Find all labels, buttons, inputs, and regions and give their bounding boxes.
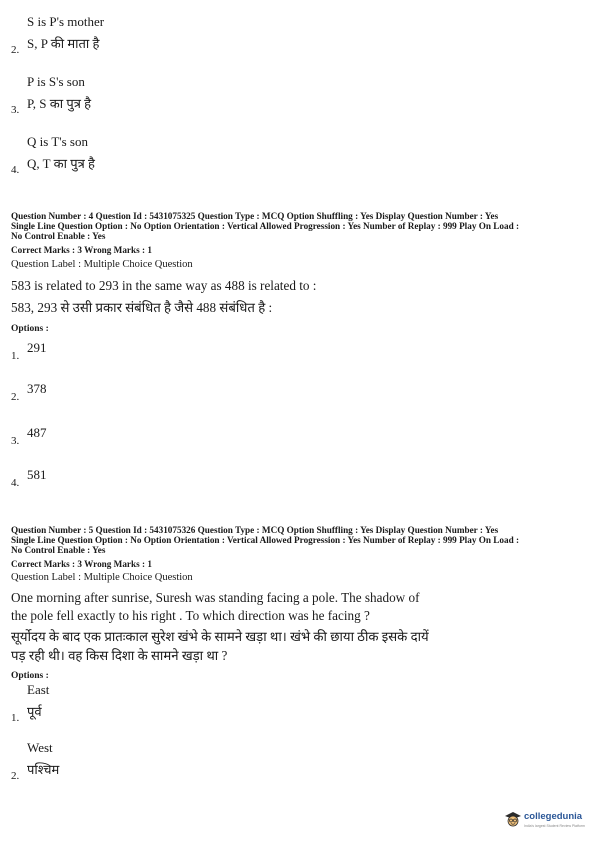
option-text-hi: पश्चिम [27, 762, 60, 777]
option-value: 378 [27, 381, 47, 396]
option-number: 2. [11, 770, 20, 782]
option-number: 4. [11, 477, 20, 489]
question-meta: No Control Enable : Yes [11, 231, 106, 241]
question-text-en: 583 is related to 293 in the same way as 488 is related to : [11, 278, 317, 293]
question-text-en: One morning after sunrise, Suresh was standing facing a pole. The shadow of [11, 590, 420, 605]
logo-tagline: India's largest Student Review Platform [524, 824, 585, 828]
option-text-en: S is P's mother [27, 14, 105, 29]
option-number: 4. [11, 164, 20, 176]
option-text-hi: S, P की माता है [27, 36, 100, 51]
question-meta: Question Number : 4 Question Id : 5431075325 Question Type : MCQ Option Shuffling : Yes Display Question Number : Yes [11, 211, 499, 221]
logo-name: collegedunia [524, 811, 583, 822]
option-text-en: East [27, 682, 50, 697]
options-label: Options : [11, 671, 49, 681]
option-text-hi: पूर्व [27, 704, 42, 719]
option-number: 2. [11, 44, 20, 56]
question-label: Question Label : Multiple Choice Question [11, 572, 193, 583]
question-meta: Single Line Question Option : No Option Orientation : Vertical Allowed Progression : Yes Number of Replay : 999 Play On Load : [11, 535, 520, 545]
option-value: 291 [27, 340, 47, 355]
question-text-hi: पड़ रही थी। वह किस दिशा के सामने खड़ा था ? [11, 648, 228, 663]
question-marks: Correct Marks : 3 Wrong Marks : 1 [11, 245, 152, 255]
option-text-en: Q is T's son [27, 134, 88, 149]
option-text-hi: P, S का पुत्र है [27, 96, 92, 111]
option-number: 2. [11, 391, 20, 403]
question-marks: Correct Marks : 3 Wrong Marks : 1 [11, 559, 152, 569]
question-text-hi: सूर्योदय के बाद एक प्रातःकाल सुरेश खंभे के सामने खड़ा था। खंभे की छाया ठीक इसके दायें [11, 629, 429, 644]
question-label: Question Label : Multiple Choice Question [11, 259, 193, 270]
option-text-en: P is S's son [27, 74, 85, 89]
question-meta: Question Number : 5 Question Id : 5431075326 Question Type : MCQ Option Shuffling : Yes Display Question Number : Yes [11, 525, 499, 535]
question-meta: No Control Enable : Yes [11, 545, 106, 555]
option-text-en: West [27, 740, 53, 755]
option-text-hi: Q, T का पुत्र है [27, 156, 95, 171]
question-meta: Single Line Question Option : No Option Orientation : Vertical Allowed Progression : Yes Number of Replay : 999 Play On Load : [11, 221, 520, 231]
question-text-hi: 583, 293 से उसी प्रकार संबंधित है जैसे 488 संबंधित है : [11, 300, 273, 315]
option-number: 3. [11, 435, 20, 447]
option-number: 3. [11, 104, 20, 116]
option-number: 1. [11, 350, 20, 362]
option-value: 581 [27, 467, 47, 482]
collegedunia-logo [504, 808, 590, 836]
graduate-face-icon [504, 810, 522, 828]
option-value: 487 [27, 425, 47, 440]
option-number: 1. [11, 712, 20, 724]
question-text-en: the pole fell exactly to his right . To which direction was he facing ? [11, 608, 370, 623]
options-label: Options : [11, 324, 49, 334]
